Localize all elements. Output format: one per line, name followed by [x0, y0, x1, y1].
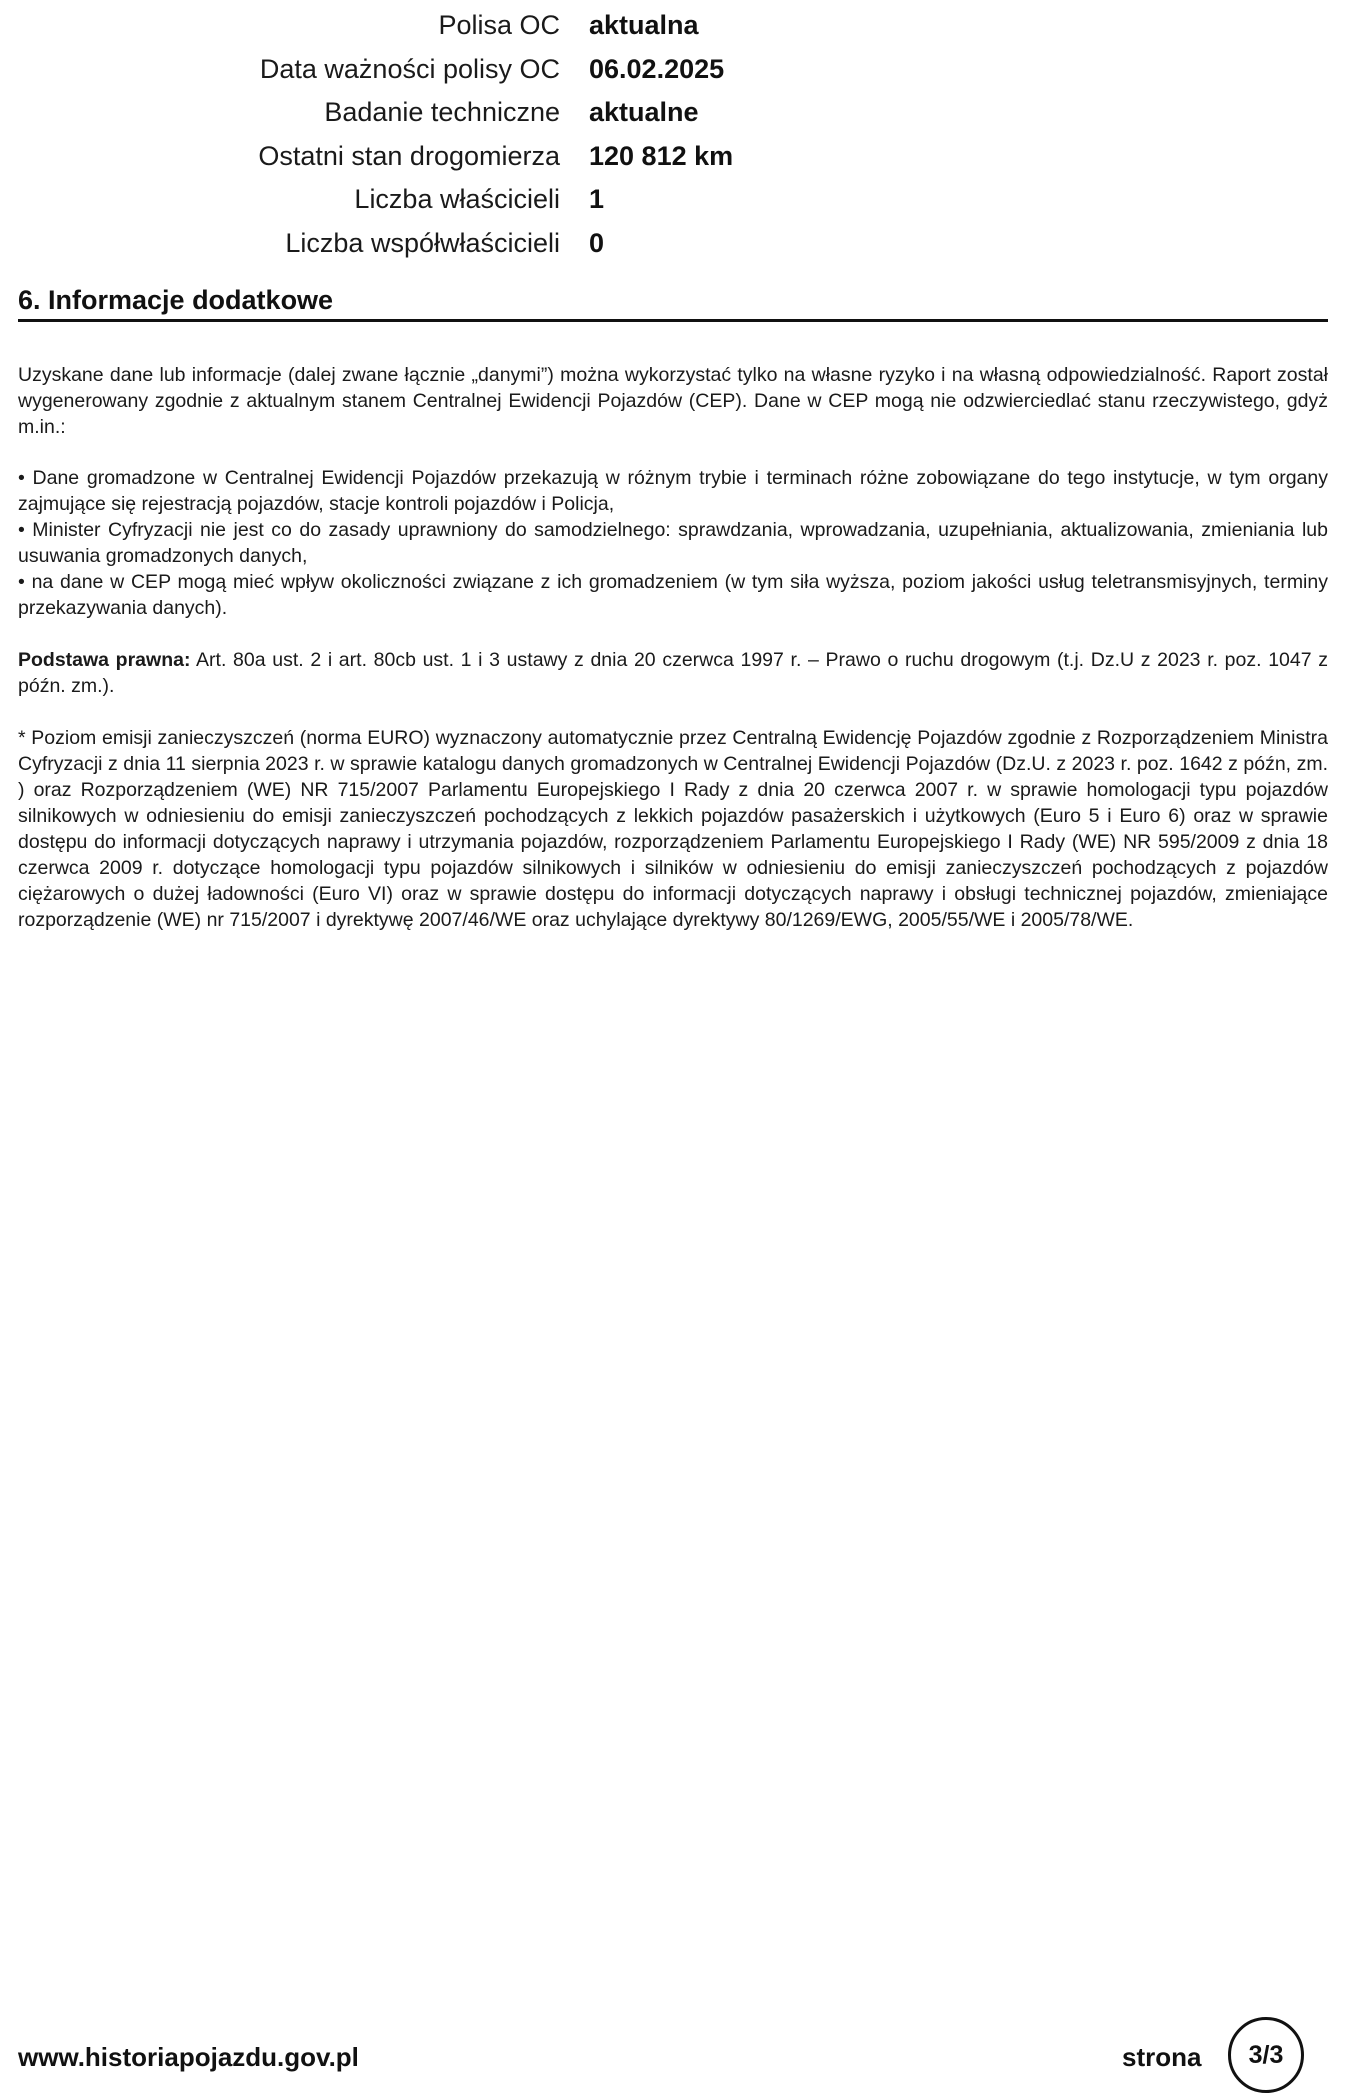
detail-value: aktualne — [589, 97, 699, 127]
detail-row-co-owners — [0, 224, 1360, 268]
detail-row-odometer — [0, 137, 1360, 181]
legal-basis-paragraph — [18, 647, 1328, 699]
vehicle-details-table — [0, 6, 1360, 267]
footnote-text: * Poziom emisji zanieczyszczeń (norma EURO) wyznaczony automatycznie przez Centralną Ewidencję Pojazdów zgodnie z Rozporządzeniem Ministra Cyfryzacji z dnia 11 sierpnia 2023 r. w sprawie katalogu danych gromadzonych w Centralnej Ewidencji Pojazdów (Dz.U. z 2023 r. poz. 1642 z późn, zm. ) oraz Rozporządzeniem (WE) NR 715/2007 Parlamentu Europejskiego I Rady z dnia 20 czerwca 2007 r. w sprawie homologacji typu pojazdów silnikowych w odniesieniu do emisji zanieczyszczeń pochodzących z lekkich pojazdów pasażerskich i użytkowych (Euro 5 i Euro 6) oraz w sprawie dostępu do informacji dotyczących naprawy i utrzymania pojazdów, rozporządzeniem Parlamentu Europejskiego I Rady (WE) NR 595/2009 z dnia 18 czerwca 2009 r. dotyczące homologacji typu pojazdów silnikowych i silników w odniesieniu do emisji zanieczyszczeń pochodzących z pojazdów ciężarowych o dużej ładowności (Euro VI) oraz w sprawie dostępu do informacji dotyczących naprawy i obsługi technicznej pojazdów, zmieniające rozporządzenie (WE) nr 715/2007 i dyrektywę 2007/46/WE oraz uchylające dyrektywy 80/1269/EWG, 2005/55/WE i 2005/78/WE. — [18, 727, 1328, 931]
detail-value: 06.02.2025 — [589, 53, 725, 84]
footer-website-link[interactable]: www.historiapojazdu.gov.pl — [18, 2042, 359, 2072]
detail-value: 1 — [589, 184, 605, 214]
detail-value: 0 — [589, 227, 605, 258]
detail-value: 120 812 km — [589, 140, 734, 171]
detail-label: Liczba właścicieli — [354, 184, 560, 214]
footer-page-label: strona — [1122, 2042, 1202, 2072]
intro-paragraph — [18, 362, 1328, 440]
detail-value: aktualna — [589, 10, 699, 40]
list-item: • Minister Cyfryzacji nie jest co do zasady uprawniony do samodzielnego: sprawdzania, wprowadzania, uzupełniania, aktualizowania, zmieniania lub usuwania gromadzonych danych, — [18, 519, 1328, 567]
detail-label: Data ważności polisy OC — [259, 53, 560, 84]
detail-row-owners — [0, 180, 1360, 224]
bullet-list — [18, 465, 1328, 621]
detail-row-oc-policy — [0, 6, 1360, 50]
intro-text: Uzyskane dane lub informacje (dalej zwane łącznie „danymi”) można wykorzystać tylko na własne ryzyko i na własną odpowiedzialność. Raport został wygenerowany zgodnie z aktualnym stanem Centralnej Ewidencji Pojazdów (CEP). Dane w CEP mogą nie odzwierciedlać stanu rzeczywistego, gdyż m.in.: — [18, 364, 1328, 438]
list-item: • Dane gromadzone w Centralnej Ewidencji Pojazdów przekazują w różnym trybie i terminach różne zobowiązane do tego instytucje, w tym organy zajmujące się rejestracją pojazdów, stacje kontroli pojazdów i Policja, — [18, 467, 1328, 515]
legal-basis-text: Art. 80a ust. 2 i art. 80cb ust. 1 i 3 ustawy z dnia 20 czerwca 1997 r. – Prawo o ruchu drogowym (t.j. Dz.U z 2023 r. poz. 1047 z późn. zm.). — [18, 649, 1328, 697]
legal-basis-line — [18, 647, 1328, 699]
detail-label: Polisa OC — [438, 10, 560, 40]
list-item: • na dane w CEP mogą mieć wpływ okoliczności związane z ich gromadzeniem (w tym siła wyższa, poziom jakości usług teletransmisyjnych, terminy przekazywania danych). — [18, 571, 1328, 619]
section-divider — [18, 319, 1328, 322]
detail-label: Ostatni stan drogomierza — [258, 140, 560, 171]
page-number-badge — [1228, 2017, 1304, 2093]
detail-label: Liczba współwłaścicieli — [285, 227, 560, 258]
footnote-paragraph — [18, 725, 1328, 933]
detail-row-inspection — [0, 93, 1360, 137]
detail-label: Badanie techniczne — [324, 97, 560, 127]
detail-row-oc-expiry — [0, 50, 1360, 94]
legal-basis-label: Podstawa prawna: — [18, 649, 191, 671]
page-number: 3/3 — [1248, 2040, 1284, 2069]
section-title: 6. Informacje dodatkowe — [18, 285, 334, 315]
